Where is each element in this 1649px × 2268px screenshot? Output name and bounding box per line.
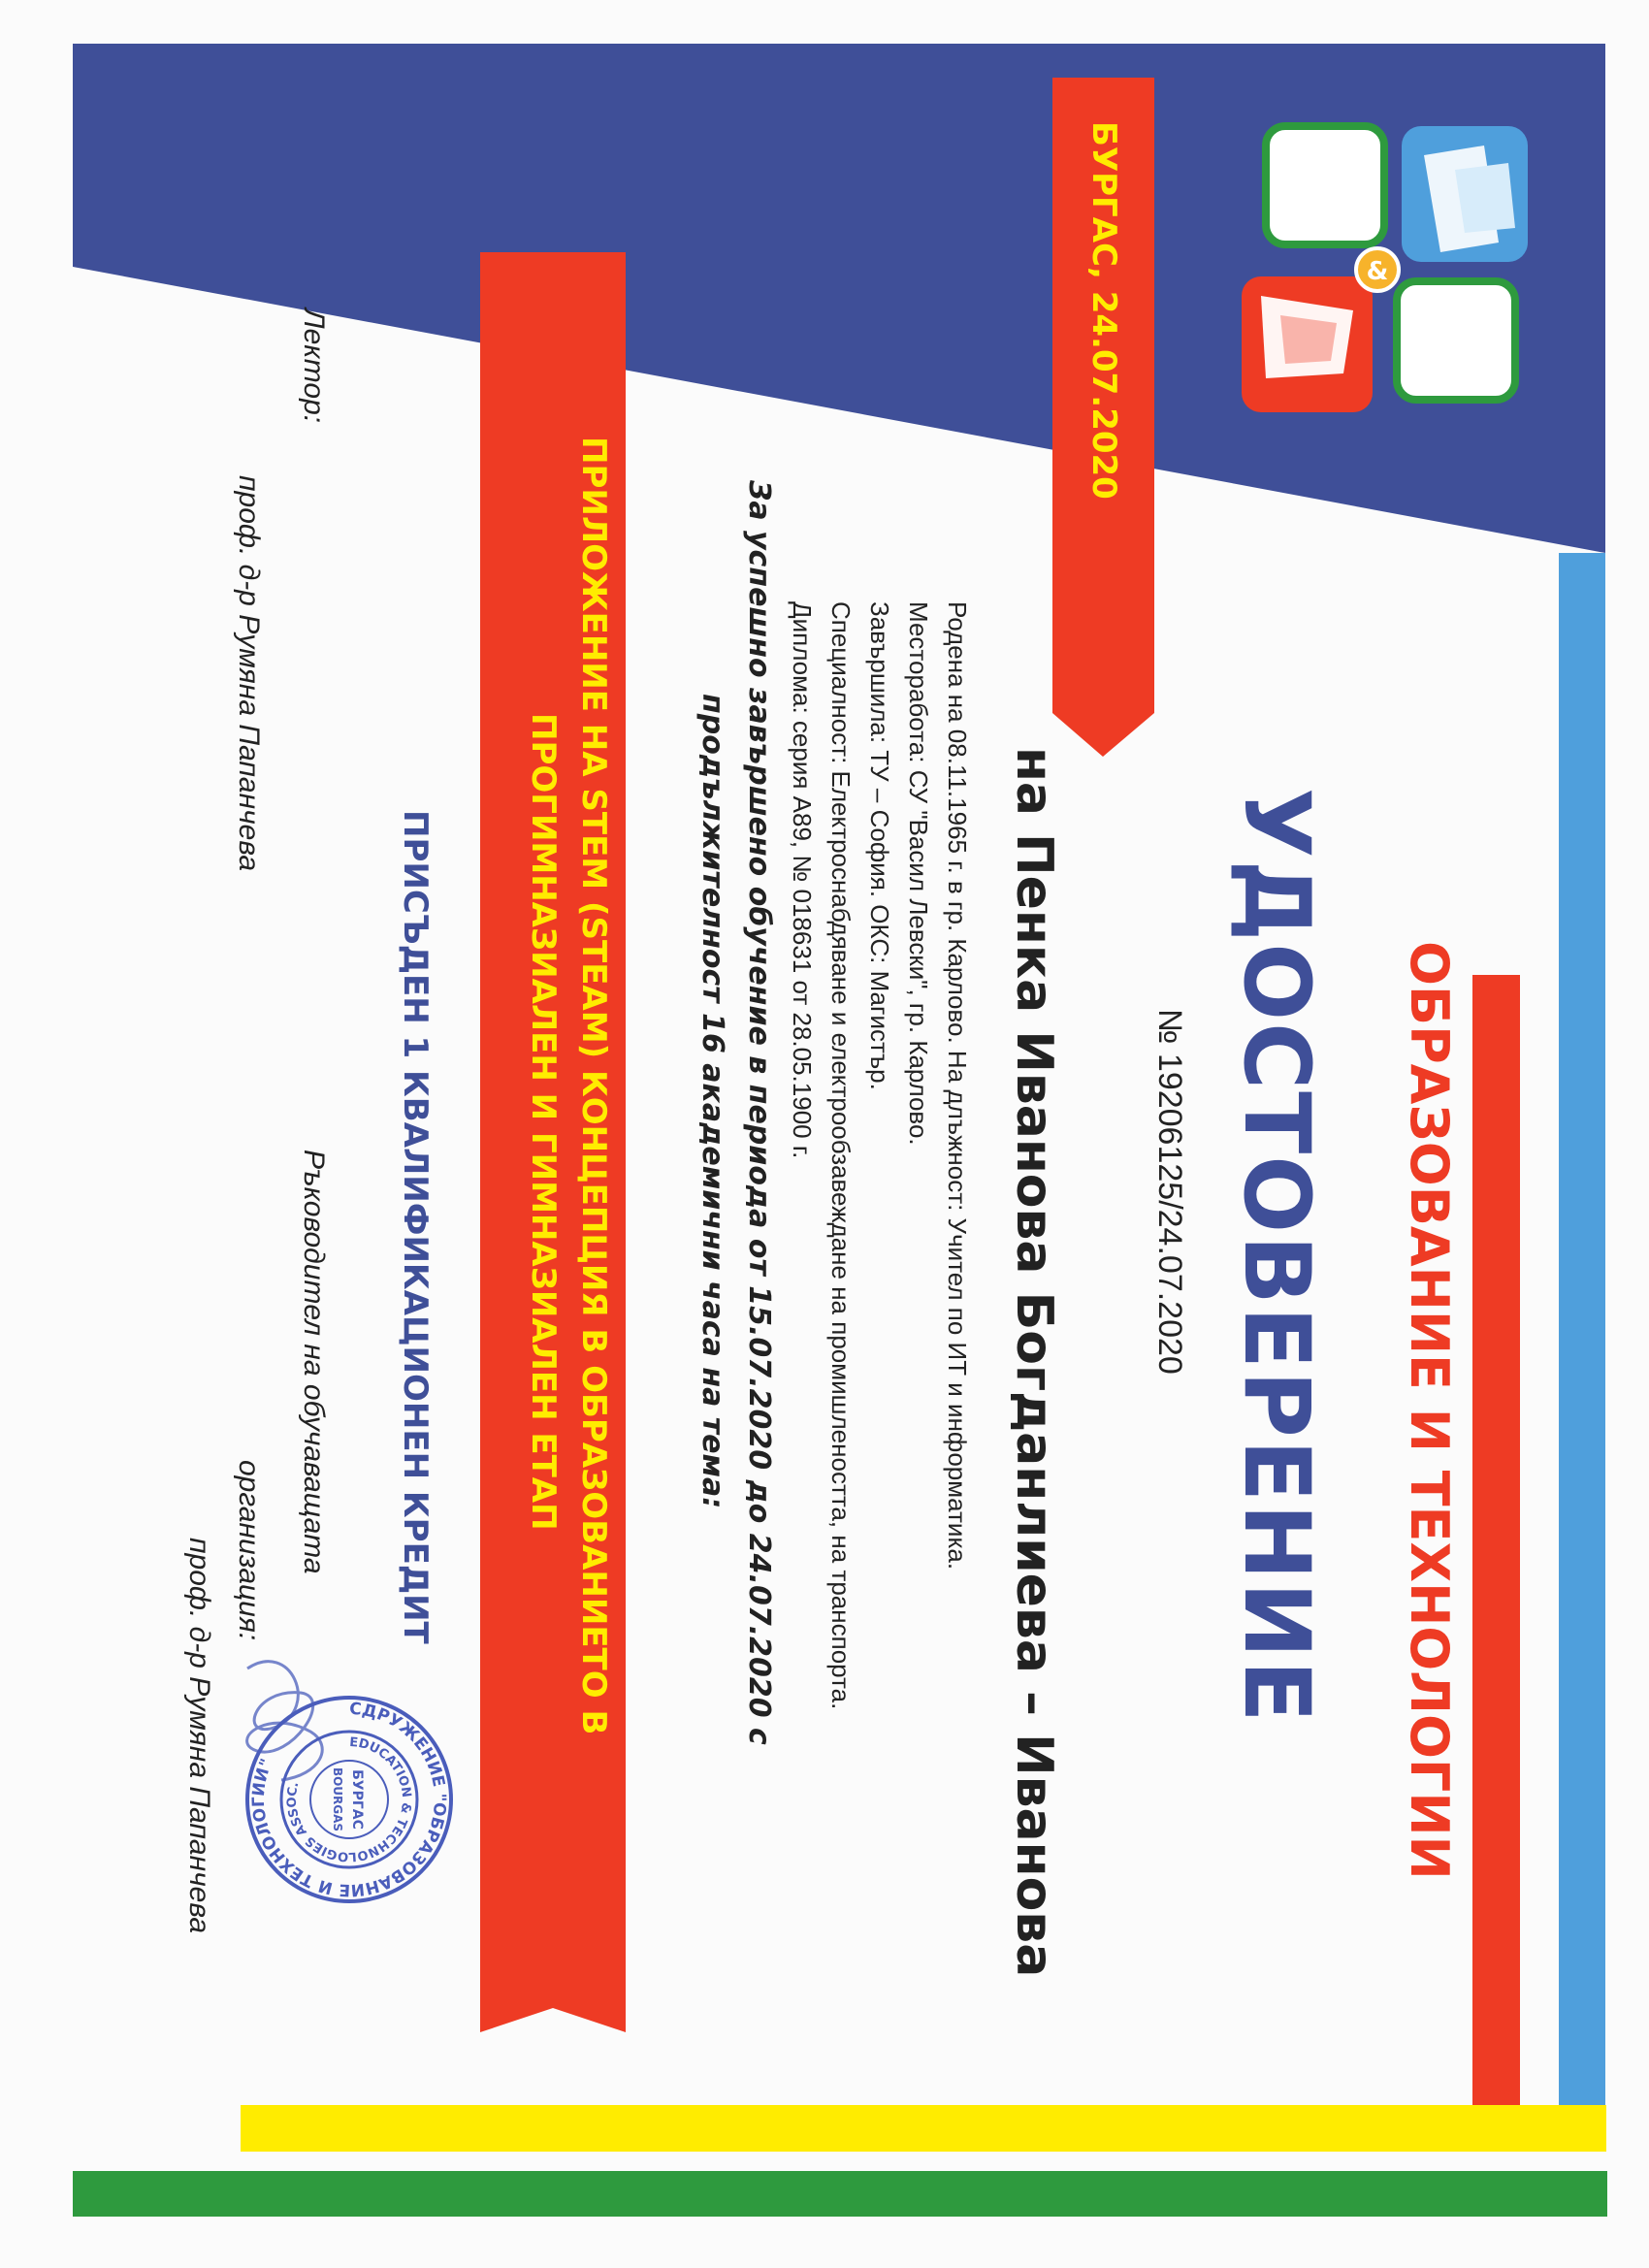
stamp-outer-text: СДРУЖЕНИЕ "ОБРАЗОВАНИЕ И ТЕХНОЛОГИИ" [248,1699,450,1900]
org-name: ОБРАЗОВАНИЕ И ТЕХНОЛОГИИ [1399,941,1460,1880]
head-label-line-2: организация: [233,1460,265,1641]
yellow-stripe [241,2105,1606,2152]
detail-line-5: Диплома: серия А89, № 018631 от 28.05.1900 г. [788,601,817,1159]
green-stripe [73,2171,1607,2217]
head-label-line-1: Ръководител на обучаващата [298,1150,330,1574]
navy-band [73,44,1605,553]
logo-green-square-bottom [1397,281,1515,400]
official-stamp [247,1698,451,1901]
topic-line-2: ПРОГИМНАЗИАЛЕН И ГИМНАЗИАЛЕН ЕТАП [524,713,563,1531]
topic-line-1: ПРИЛОЖЕНИЕ НА STEM (STEAM) КОНЦЕПЦИЯ В ОБРАЗОВАНИЕТО В [574,437,613,1735]
logo-green-square-top [1266,126,1384,244]
stamp-city: БУРГАС [349,1769,365,1830]
place-date: БУРГАС, 24.07.2020 [1084,121,1123,500]
credit-text: ПРИСЪДЕН 1 КВАЛИФИКАЦИОНЕН КРЕДИТ [396,810,435,1644]
light-blue-stripe [1559,553,1605,2139]
completion-line-1: За успешно завършено обучение в периода от 15.07.2020 до 24.07.2020 с [742,480,776,1745]
detail-line-2: Месторабота: СУ "Васил Левски", гр. Карлово. [904,601,933,1146]
stamp-inner-text: EDUCATION & TECHNOLOGIES ASSOC. [284,1734,414,1864]
svg-text:&: & [1366,257,1389,286]
certificate-title: УДОСТОВЕРЕНИЕ [1223,788,1329,1725]
completion-line-2: продължителност 16 академични часа на тема: [695,694,729,1509]
lecturer-label: Лектор: [298,308,330,424]
stamp-city-latin: BOURGAS [331,1766,344,1832]
red-stripe [1472,975,1520,2139]
recipient-name: на Пенка Иванова Богданлиева – Иванова [1005,747,1063,1978]
certificate-number: № 19206125/24.07.2020 [1151,1009,1188,1375]
detail-line-4: Специалност: Електроснабдяване и електрообзавеждане на промишлеността, на транспорта. [826,601,856,1710]
lecturer-name: проф. д-р Румяна Папанчева [233,475,265,872]
head-name: проф. д-р Румяна Папанчева [183,1538,215,1934]
svg-text:EDUCATION & TECHNOLOGIES ASSOC [285,1735,413,1863]
detail-line-3: Завършила: ТУ – София. ОКС: Магистър. [865,601,894,1090]
detail-line-1: Родена на 08.11.1965 г. в гр. Карлово. На длъжност: Учител по ИТ и информатика. [943,601,972,1571]
